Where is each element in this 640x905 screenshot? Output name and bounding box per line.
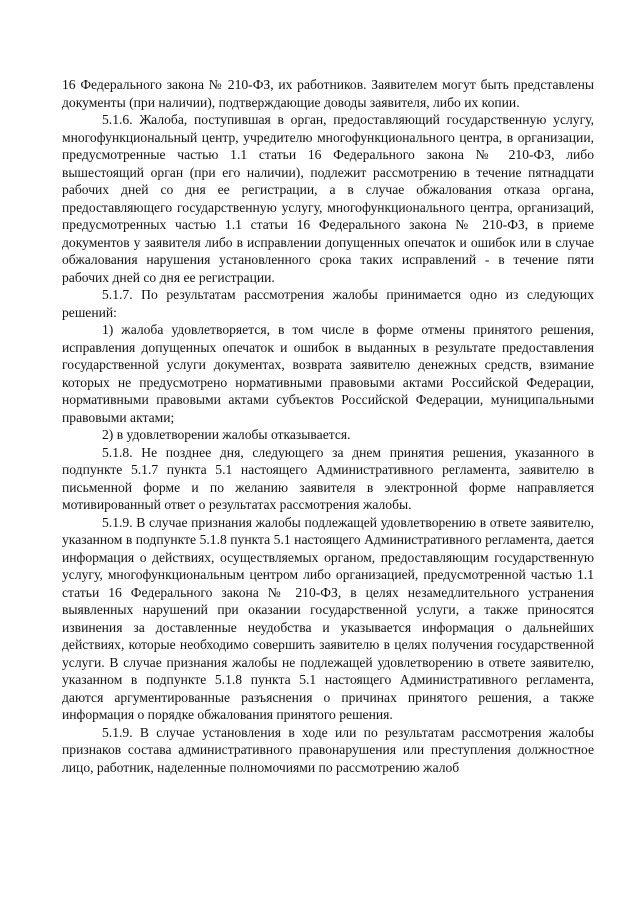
paragraph-5-1-7: 5.1.7. По результатам рассмотрения жалобы принимается одно из следующих решений: <box>62 287 594 320</box>
paragraph-continuation: 16 Федерального закона № 210-ФЗ, их работников. Заявителем могут быть представлены документы (при наличии), подтверждающие доводы заявителя, либо их копии. <box>62 77 594 110</box>
paragraph-decision-2: 2) в удовлетворении жалобы отказывается. <box>102 427 351 442</box>
paragraph-5-1-9-b: 5.1.9. В случае установления в ходе или по результатам рассмотрения жалобы признаков состава административного правонарушения или преступления должностное лицо, работник, наделенные полномочиями по рассмотрению жалоб <box>62 724 594 775</box>
document-page <box>62 76 594 776</box>
paragraph-5-1-9-a: 5.1.9. В случае признания жалобы подлежащей удовлетворению в ответе заявителю, указанном в подпункте 5.1.8 пункта 5.1 настоящего Административного регламента, дается информация о действиях, осуществляемых органом, предоставляющим государственную услугу, многофункциональным центром либо организацией, предусмотренной частью 1.1 статьи 16 Федерального закона № 210-ФЗ, в целях незамедлительного устранения выявленных нарушений при оказании государственной услуги, а также приносятся извинения за доставленные неудобства и указывается информация о дальнейших действиях, которые необходимо совершить заявителю в целях получения государственной услуги. В случае признания жалобы не подлежащей удовлетворению в ответе заявителю, указанном в подпункте 5.1.8 пункта 5.1 настоящего Административного регламента, даются аргументированные разъяснения о причинах принятого решения, а также информация о порядке обжалования принятого решения. <box>62 514 594 722</box>
paragraph-5-1-8: 5.1.8. Не позднее дня, следующего за днем принятия решения, указанного в подпункте 5.1.7 пункта 5.1 настоящего Административного регламента, заявителю в письменной форме и по желанию заявителя в электронной форме направляется мотивированный ответ о результатах рассмотрения жалобы. <box>62 444 594 512</box>
paragraph-decision-1: 1) жалоба удовлетворяется, в том числе в форме отмены принятого решения, исправления допущенных опечаток и ошибок в выданных в результате предоставления государственной услуги документах, возврата заявителю денежных средств, взимание которых не предусмотрено нормативными правовыми актами Российской Федерации, нормативными правовыми актами субъектов Российской Федерации, муниципальными правовыми актами; <box>62 322 594 425</box>
paragraph-5-1-6: 5.1.6. Жалоба, поступившая в орган, предоставляющий государственную услугу, многофункциональный центр, учредителю многофункционального центра, в организации, предусмотренные частью 1.1 статьи 16 Федерального закона № 210-ФЗ, либо вышестоящий орган (при его наличии), подлежит рассмотрению в течение пятнадцати рабочих дней со дня ее регистрации, а в случае обжалования отказа органа, предоставляющего государственную услугу, многофункционального центра, организаций, предусмотренных частью 1.1 статьи 16 Федерального закона № 210-ФЗ, в приеме документов у заявителя либо в исправлении допущенных опечаток и ошибок или в случае обжалования нарушения установленного срока таких исправлений - в течение пяти рабочих дней со дня ее регистрации. <box>62 112 594 285</box>
